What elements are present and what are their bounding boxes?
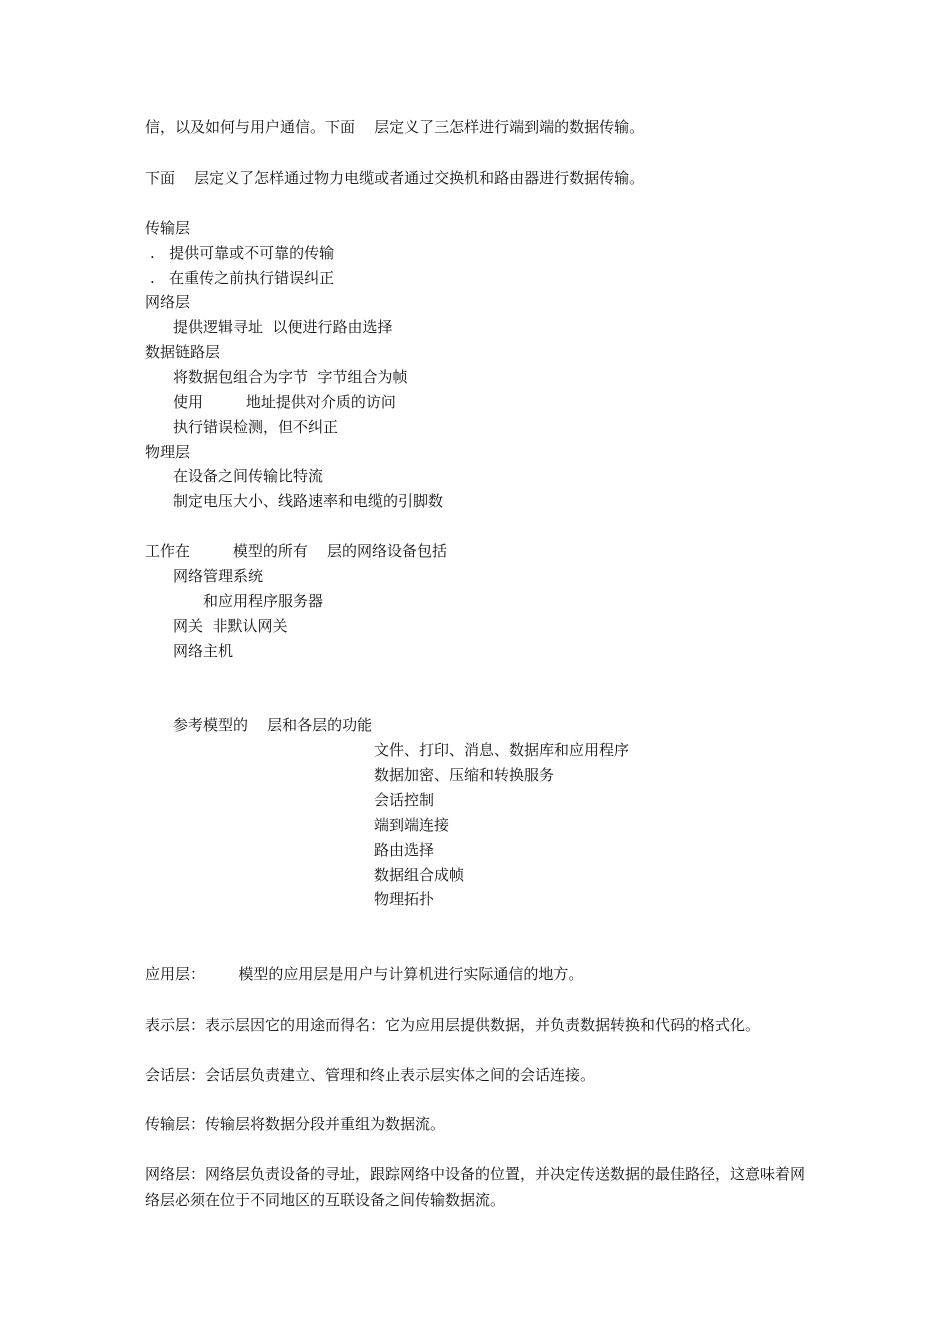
transport-item: . 在重传之前执行错误纠正 — [150, 269, 335, 287]
network-item: 提供逻辑寻址 以便进行路由选择 — [173, 318, 393, 336]
transport-layer-description: 传输层：传输层将数据分段并重组为数据流。 — [145, 1115, 446, 1133]
layer-function: 端到端连接 — [374, 816, 450, 834]
network-layer-description: 网络层：网络层负责设备的寻址，跟踪网络中设备的位置，并决定传送数据的最佳路径，这意味着网络层必须在位于不同地区的互联设备之间传输数据流。 — [145, 1165, 806, 1209]
intro-line-2: 下面 层定义了怎样通过物力电缆或者通过交换机和路由器进行数据传输。 — [145, 169, 645, 187]
physical-item: 制定电压大小、线路速率和电缆的引脚数 — [173, 492, 444, 510]
session-layer-description: 会话层：会话层负责建立、管理和终止表示层实体之间的会话连接。 — [145, 1066, 596, 1084]
datalink-item: 执行错误检测，但不纠正 — [173, 418, 339, 436]
device-item: 网络管理系统 — [173, 567, 264, 585]
datalink-item: 使用 地址提供对介质的访问 — [173, 393, 396, 411]
transport-item: . 提供可靠或不可靠的传输 — [150, 244, 335, 262]
devices-title: 工作在 模型的所有 层的网络设备包括 — [145, 542, 447, 560]
layer-function: 路由选择 — [374, 841, 435, 859]
layer-function: 数据组合成帧 — [374, 866, 465, 884]
layer-function: 物理拓扑 — [374, 890, 435, 908]
layer-function: 文件、打印、消息、数据库和应用程序 — [374, 741, 630, 759]
datalink-layer-title: 数据链路层 — [145, 343, 221, 361]
transport-layer-title: 传输层 — [145, 219, 191, 237]
presentation-layer-description: 表示层：表示层因它的用途而得名：它为应用层提供数据，并负责数据转换和代码的格式化。 — [145, 1016, 761, 1034]
reference-model-title: 参考模型的 层和各层的功能 — [173, 716, 373, 734]
layer-function: 会话控制 — [374, 791, 435, 809]
application-layer-description: 应用层： 模型的应用层是用户与计算机进行实际通信的地方。 — [145, 965, 584, 983]
physical-item: 在设备之间传输比特流 — [173, 467, 324, 485]
datalink-item: 将数据包组合为字节 字节组合为帧 — [173, 368, 408, 386]
device-sub-item: 和应用程序服务器 — [203, 592, 324, 610]
device-item: 网络主机 — [173, 642, 234, 660]
layer-function: 数据加密、压缩和转换服务 — [374, 766, 555, 784]
network-layer-title: 网络层 — [145, 293, 191, 311]
device-item: 网关 非默认网关 — [173, 617, 288, 635]
intro-line-1: 信，以及如何与用户通信。下面 层定义了三怎样进行端到端的数据传输。 — [145, 118, 645, 136]
physical-layer-title: 物理层 — [145, 443, 191, 461]
